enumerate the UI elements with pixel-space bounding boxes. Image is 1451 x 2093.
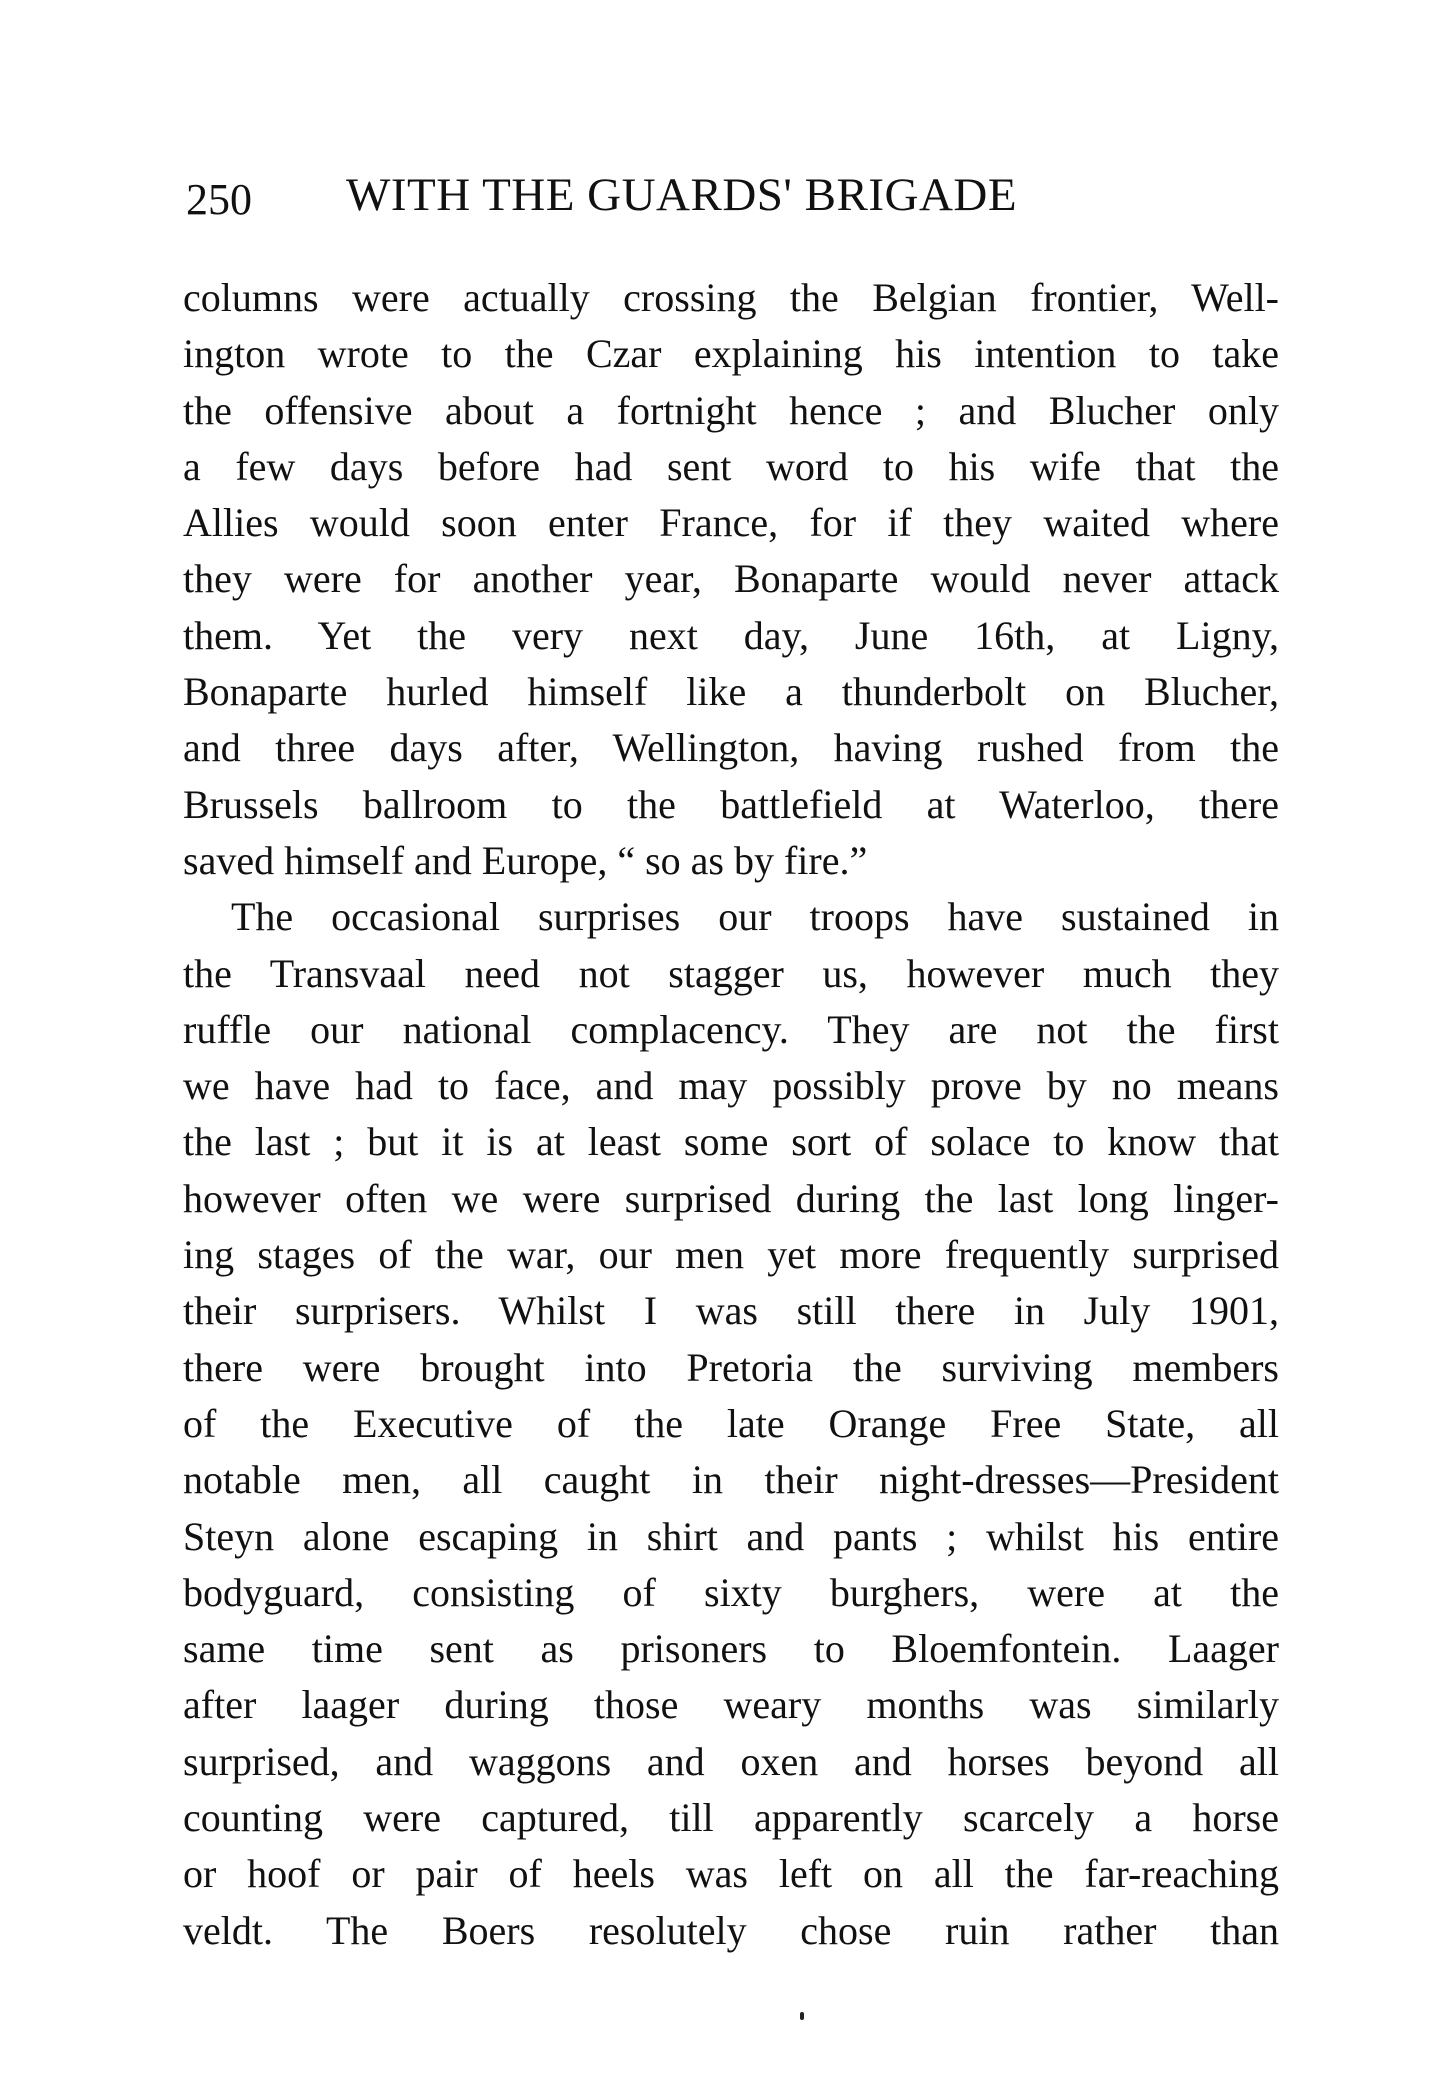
running-head: WITH THE GUARDS' BRIGADE <box>346 169 1018 221</box>
text-line: same time sent as prisoners to Bloemfontein. Laager <box>183 1626 1279 1672</box>
text-line: the Transvaal need not stagger us, however much they <box>183 950 1279 996</box>
text-line: the offensive about a fortnight hence ; and Blucher only <box>183 387 1279 433</box>
text-line: notable men, all caught in their night-dresses—President <box>183 1457 1279 1503</box>
text-line: saved himself and Europe, “ so as by fire.” <box>183 837 868 883</box>
text-line: veldt. The Boers resolutely chose ruin rather than <box>183 1907 1279 1953</box>
text-line: bodyguard, consisting of sixty burghers, were at the <box>183 1569 1279 1615</box>
text-line: columns were actually crossing the Belgian frontier, Well- <box>183 275 1279 320</box>
print-speck <box>800 2012 804 2020</box>
page-header <box>186 168 1286 228</box>
text-line: surprised, and waggons and oxen and horses beyond all <box>183 1738 1279 1784</box>
text-line: The occasional surprises our troops have sustained in <box>231 894 1279 940</box>
text-line: they were for another year, Bonaparte would never attack <box>183 556 1279 602</box>
body-text <box>183 270 1279 1959</box>
text-line: counting were captured, till apparently scarcely a horse <box>183 1795 1279 1841</box>
text-line: their surprisers. Whilst I was still there in July 1901, <box>183 1288 1279 1334</box>
text-line: a few days before had sent word to his wife that the <box>183 443 1279 489</box>
text-line: of the Executive of the late Orange Free State, all <box>183 1400 1279 1446</box>
text-line: Steyn alone escaping in shirt and pants ; whilst his entire <box>183 1513 1279 1559</box>
text-line: after laager during those weary months was similarly <box>183 1682 1279 1728</box>
text-line: Allies would soon enter France, for if they waited where <box>183 500 1279 546</box>
text-line: or hoof or pair of heels was left on all the far-reaching <box>183 1851 1279 1897</box>
text-line: and three days after, Wellington, having rushed from the <box>183 725 1279 771</box>
text-line: Bonaparte hurled himself like a thunderbolt on Blucher, <box>183 669 1279 715</box>
text-line: we have had to face, and may possibly prove by no means <box>183 1063 1279 1109</box>
text-line: ruffle our national complacency. They are not the first <box>183 1006 1279 1052</box>
text-line: ington wrote to the Czar explaining his intention to take <box>183 331 1279 377</box>
page-number: 250 <box>186 175 252 224</box>
text-line: Brussels ballroom to the battlefield at Waterloo, there <box>183 781 1279 827</box>
text-line: the last ; but it is at least some sort of solace to know that <box>183 1119 1279 1165</box>
text-line: them. Yet the very next day, June 16th, at Ligny, <box>183 612 1279 658</box>
text-line: ing stages of the war, our men yet more frequently surprised <box>183 1232 1279 1278</box>
text-line: however often we were surprised during the last long linger- <box>183 1175 1279 1221</box>
text-line: there were brought into Pretoria the surviving members <box>183 1344 1279 1390</box>
